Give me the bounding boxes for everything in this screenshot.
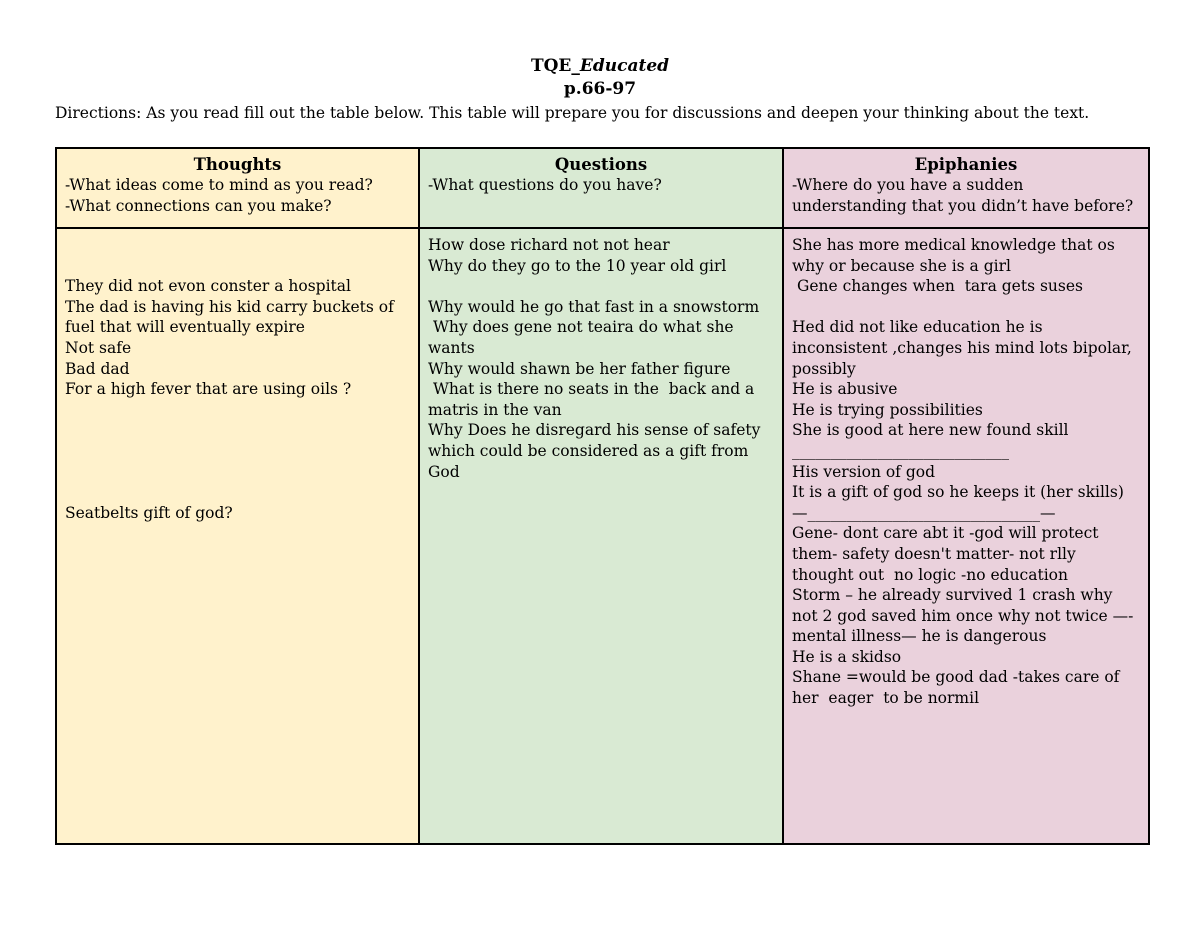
- response-line: Shane =would be good dad -takes care of her eager to be normil: [792, 668, 1125, 708]
- response-line: —______________________________—: [792, 503, 1056, 522]
- response-line: How dose richard not not hear: [428, 236, 670, 254]
- epiphanies-lines: [792, 235, 1140, 709]
- response-line: The dad is having his kid carry buckets of fuel that will eventually expire: [65, 297, 399, 337]
- book-title: Educated: [579, 56, 670, 76]
- response-line: ____________________________: [792, 441, 1009, 460]
- response-line: He is a skidso: [792, 647, 902, 666]
- response-line: [792, 297, 1140, 318]
- response-line: It is a gift of god so he keeps it (her skills): [792, 483, 1124, 502]
- questions-lines: [428, 235, 774, 482]
- thoughts-prompt: -What ideas come to mind as you read?: [65, 176, 373, 194]
- response-line: [65, 235, 410, 256]
- response-line: [65, 420, 410, 441]
- response-line: Bad dad: [65, 359, 130, 378]
- table-body-row: [56, 228, 1149, 844]
- epiphanies-prompt: -Where do you have a sudden understanding that you didn’t have before?: [792, 176, 1134, 215]
- response-line: They did not evon conster a hospital: [65, 277, 351, 296]
- response-line: He is trying possibilities: [792, 400, 983, 419]
- response-line: [428, 276, 774, 297]
- thoughts-response-cell[interactable]: [56, 228, 419, 844]
- response-line: Why do they go to the 10 year old girl: [428, 256, 727, 275]
- document-header: [0, 54, 1200, 100]
- response-line: What is there no seats in the back and a matris in the van: [428, 380, 760, 419]
- response-line: For a high fever that are using oils ?: [65, 380, 352, 399]
- response-line: Why does gene not teaira do what she wants: [428, 318, 739, 357]
- table-header-row: [56, 148, 1149, 228]
- response-line: Gene- dont care abt it -god will protect them- safety doesn't matter- not rlly thought out no logic -no education: [792, 524, 1104, 584]
- directions-text: Directions: As you read fill out the table below. This table will prepare you for discussions and deepen your thinking about the text.: [55, 104, 1090, 122]
- questions-header-cell: [419, 148, 783, 228]
- response-line: He is abusive: [792, 380, 898, 399]
- title-prefix: TQE_: [530, 56, 580, 76]
- response-line: She has more medical knowledge that os why or because she is a girl: [792, 236, 1120, 275]
- response-line: Gene changes when tara gets suses: [792, 277, 1083, 296]
- response-line: His version of god: [792, 462, 936, 481]
- response-line: Seatbelts gift of god?: [65, 503, 233, 522]
- epiphanies-header-cell: [783, 148, 1149, 228]
- response-line: Not safe: [65, 338, 132, 357]
- response-line: Why would he go that fast in a snowstorm: [428, 297, 760, 316]
- document-title: [0, 54, 1200, 78]
- questions-prompt: -What questions do you have?: [428, 176, 662, 194]
- response-line: [65, 462, 410, 483]
- thoughts-heading: Thoughts: [193, 155, 282, 174]
- response-line: [65, 256, 410, 277]
- epiphanies-heading: Epiphanies: [914, 155, 1018, 174]
- page-range: p.66-97: [563, 79, 637, 99]
- tqe-table: [55, 147, 1150, 845]
- response-line: She is good at here new found skill: [792, 421, 1069, 440]
- thoughts-lines: [65, 235, 410, 523]
- response-line: [65, 441, 410, 462]
- response-line: Storm – he already survived 1 crash why not 2 god saved him once why not twice —- mental illness— he is dangerous: [792, 586, 1139, 646]
- questions-heading: Questions: [554, 155, 648, 174]
- response-line: Why would shawn be her father figure: [428, 359, 731, 378]
- thoughts-header-cell: [56, 148, 419, 228]
- response-line: Hed did not like education he is inconsistent ,changes his mind lots bipolar, possibly: [792, 318, 1137, 378]
- thoughts-prompt: -What connections can you make?: [65, 196, 332, 215]
- response-line: Why Does he disregard his sense of safety which could be considered as a gift from God: [428, 421, 766, 481]
- response-line: [65, 400, 410, 421]
- response-line: [65, 482, 410, 503]
- questions-response-cell[interactable]: [419, 228, 783, 844]
- epiphanies-response-cell[interactable]: [783, 228, 1149, 844]
